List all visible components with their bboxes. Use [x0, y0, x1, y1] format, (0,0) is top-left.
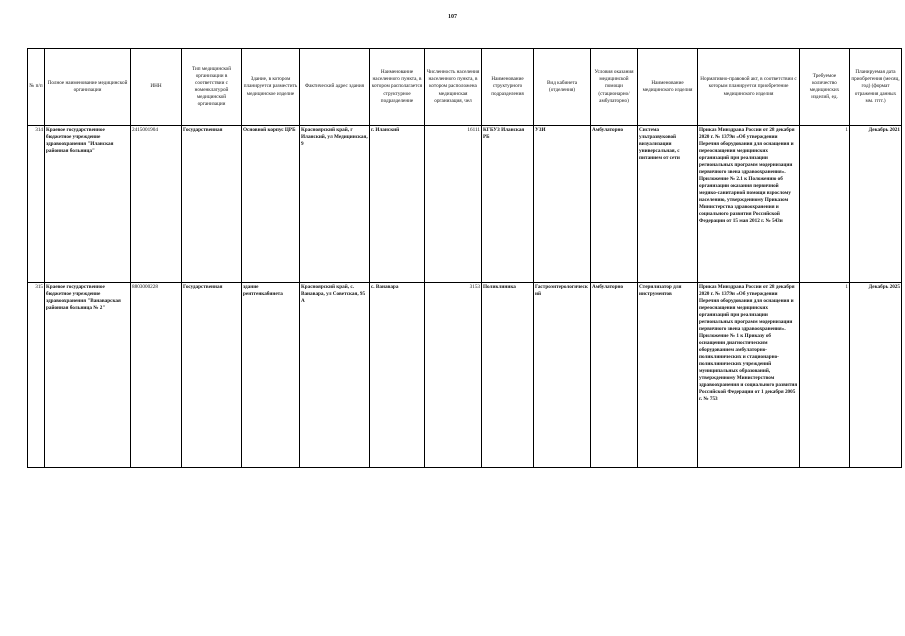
header-quantity: Требуемое количество медицинских изделий, ед.	[800, 49, 850, 126]
row-address: Красноярский край, г Иланский, ул Медицинская, 9	[300, 126, 370, 283]
header-date: Планируемая дата приобретения (месяц, год) (формат отражения данных мм. гггг.)	[850, 49, 902, 126]
row-cabinet: УЗИ	[534, 126, 591, 283]
header-org: Полное наименование медицинской организации	[45, 49, 131, 126]
header-locality: Наименование населенного пункта, в котором располагается структурное подразделение	[370, 49, 425, 126]
row-type: Государственная	[182, 283, 242, 468]
header-num: № п/п	[28, 49, 45, 126]
header-subdivision: Наименование структурного подразделения	[482, 49, 534, 126]
header-inn: ИНН	[131, 49, 182, 126]
row-address: Красноярский край, с. Ванавара, ул Советская, 95 А	[300, 283, 370, 468]
header-type: Тип медицинской организации в соответствии с номенклатурой медицинской организации	[182, 49, 242, 126]
row-conditions: Амбулаторно	[591, 283, 638, 468]
header-conditions: Условия оказания медицинской помощи (стационарно/ амбулаторно)	[591, 49, 638, 126]
row-locality: с. Ванавара	[370, 283, 425, 468]
row-quantity: 1	[800, 126, 850, 283]
header-cabinet: Вид кабинета (отделения)	[534, 49, 591, 126]
row-inn: 8803000228	[131, 283, 182, 468]
row-building: Основной корпус ЦРБ	[242, 126, 300, 283]
header-act: Нормативно-правовой акт, в соответствии с которым планируется приобретение медицинского изделия	[698, 49, 800, 126]
row-building: здание рентгенкабинета	[242, 283, 300, 468]
row-date: Декабрь 2021	[850, 126, 902, 283]
row-org: Краевое государственное бюджетное учреждение здравоохранения "Иланская районная больница"	[45, 126, 131, 283]
row-num: 315	[28, 283, 45, 468]
row-act: Приказ Минздрава России от 28 декабря 2020 г. № 1379н «Об утверждении Перечня оборудования для оснащения и переоснащения медицинских организаций при реализации региональных программ модернизации первичного звена здравоохранения». Приложение № 2.1 к Положению об организации оказания первичной медико-санитарной помощи взрослому населению, утвержденному Приказом Министерства здравоохранения и социального развития Российской Федерации от 15 мая 2012 г. № 543н	[698, 126, 800, 283]
row-conditions: Амбулаторно	[591, 126, 638, 283]
table-row	[28, 126, 902, 283]
table-header-row	[28, 49, 902, 126]
header-building: Здание, в котором планируется разместить медицинское изделие	[242, 49, 300, 126]
header-address: Фактический адрес здания	[300, 49, 370, 126]
row-subdivision: Поликлиника	[482, 283, 534, 468]
header-device: Наименование медицинского изделия	[638, 49, 698, 126]
header-population: Численность населения населенного пункта, в котором расположена медицинская организация, чел	[425, 49, 482, 126]
row-num: 314	[28, 126, 45, 283]
row-device: Стерилизатор для инструментов	[638, 283, 698, 468]
row-act: Приказ Минздрава России от 28 декабря 2020 г. № 1379н «Об утверждении Перечня оборудования для оснащения и переоснащения медицинских организаций при реализации региональных программ модернизации первичного звена здравоохранения». Приложение № 1 к Приказу об оснащении диагностическим оборудованием амбулаторно-поликлинических и стационарно-поликлинических учреждений муниципальных образований, утвержденному Министерством здравоохранения и социального развития Российской Федерации от 1 декабря 2005 г. № 753	[698, 283, 800, 468]
row-type: Государственная	[182, 126, 242, 283]
row-subdivision: КГБУЗ Иланская РБ	[482, 126, 534, 283]
row-locality: г. Иланский	[370, 126, 425, 283]
row-population: 3153	[425, 283, 482, 468]
row-cabinet: Гастроэнтерологический	[534, 283, 591, 468]
row-inn: 2415001904	[131, 126, 182, 283]
row-quantity: 1	[800, 283, 850, 468]
row-population: 16111	[425, 126, 482, 283]
row-device: Система ультразвуковой визуализации универсальная, с питанием от сети	[638, 126, 698, 283]
table-row	[28, 283, 902, 468]
row-org: Краевое государственное бюджетное учреждение здравоохранения "Ванаварская районная больница № 2"	[45, 283, 131, 468]
equipment-table	[27, 48, 902, 468]
row-date: Декабрь 2025	[850, 283, 902, 468]
page-number: 107	[448, 14, 457, 20]
